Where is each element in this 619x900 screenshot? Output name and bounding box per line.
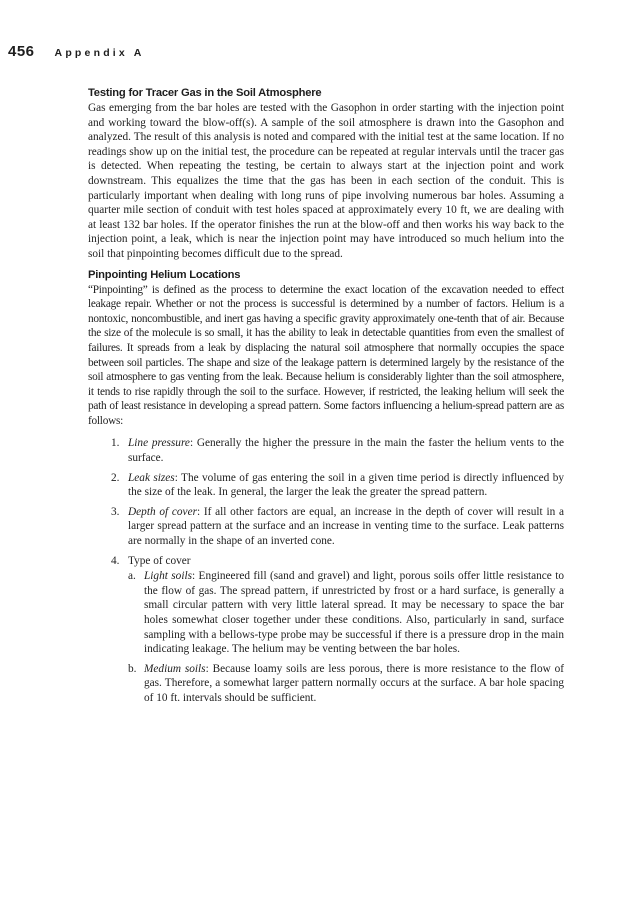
- list-term: Depth of cover: [128, 505, 197, 518]
- list-number: 2.: [111, 471, 120, 484]
- list-item: [88, 505, 564, 549]
- list-label: Type of cover: [128, 554, 191, 567]
- list-text: : Generally the higher the pressure in the main the faster the helium vents to the surface.: [128, 437, 564, 465]
- list-number: 4.: [111, 554, 120, 567]
- sub-list: [128, 569, 564, 705]
- list-number: 1.: [111, 437, 120, 450]
- sub-list-letter: a.: [128, 570, 136, 583]
- page-number: 456: [8, 43, 35, 60]
- list-text: : The volume of gas entering the soil in a given time period is directly influenced by the size of the leak. In general, the larger the leak the greater the spread pattern.: [128, 471, 564, 499]
- sub-list-letter: b.: [128, 662, 137, 675]
- sub-list-text: : Because loamy soils are less porous, there is more resistance to the flow of gas. Therefore, a somewhat larger pattern normally occurs at the surface. A bar hole spacing of 10 ft. intervals should be sufficient.: [144, 662, 565, 704]
- list-text: : If all other factors are equal, an increase in the depth of cover will result in a larger spread pattern at the surface and an increase in venting time to the surface. Leak patterns are normally in the shape of an inverted cone.: [128, 505, 564, 548]
- sub-list-text: : Engineered fill (sand and gravel) and light, porous soils offer little resistance to the flow of gas. The spread pattern, if unrestricted by frost or a hard surface, is generally a small circular pattern with very little lateral spread. It may be necessary to space the bar holes somewhat closer together under these conditions. Also, particularly in sand, surface sampling with a bellows-type probe may be successful if there is a pressure drop in the main indicating leakage. The helium may be venting between the bar holes.: [144, 570, 564, 656]
- factor-list: [88, 436, 564, 705]
- list-item: [88, 471, 564, 500]
- sub-list-term: Light soils: [144, 570, 192, 583]
- list-term: Leak sizes: [128, 471, 175, 484]
- page-content: [88, 86, 564, 711]
- sub-list-term: Medium soils: [144, 662, 206, 675]
- paragraph-tracer-gas: Gas emerging from the bar holes are tested with the Gasophon in order starting with the injection point and working toward the blow-off(s). A sample of the soil atmosphere is drawn into the Gasophon and analyzed. The result of this analysis is noted and compared with the initial test at the same location. If no readings show up on the initial test, the procedure can be repeated at regular intervals until the tracer gas is detected. When repeating the testing, be certain to always start at the injection point and work downstream. This equalizes the time that the gas has been in each section of the conduit. This is particularly important when dealing with long runs of pipe involving numerous bar holes. Assuming a quarter mile section of conduit with test holes spaced at approximately every 10 ft, we are dealing with at least 132 bar holes. If the operator finishes the run at the blow-off and then works his way back to the injection point, a leak, which is near the injection point may have introduced so much helium into the soil that pinpointing becomes difficult due to the spread.: [88, 102, 564, 260]
- running-head: [8, 43, 144, 60]
- list-number: 3.: [111, 505, 120, 518]
- list-item: [88, 436, 564, 465]
- section-heading-pinpointing: Pinpointing Helium Locations: [88, 268, 241, 281]
- running-title: Appendix A: [54, 47, 145, 59]
- list-term: Line pressure: [128, 437, 190, 450]
- sub-list-item: [128, 569, 564, 657]
- list-item: [88, 554, 564, 706]
- sub-list-item: [128, 662, 564, 706]
- section-heading-tracer-gas: Testing for Tracer Gas in the Soil Atmosphere: [88, 87, 322, 99]
- paragraph-pinpointing: “Pinpointing” is defined as the process to determine the exact location of the excavation needed to effect leakage repair. Whether or not the process is successful is determined by a number of factors. Helium is a nontoxic, noncombustible, and inert gas having a specific gravity approximately one-tenth that of air. Because the size of the molecule is so small, it has the ability to leak in detectable quantities from even the smallest of failures. It spreads from a leak by displacing the natural soil atmosphere that normally occupies the space between soil particles. The shape and size of the leakage pattern is determined largely by the resistance of the soil atmosphere to gas venting from the leak. Because helium is considerably lighter than the soil atmosphere, it tends to rise rapidly through the soil to the surface. However, if restricted, the leaking helium will seek the path of least resistance in developing a spread pattern. Some factors influencing a helium-spread pattern are as follows:: [88, 283, 564, 427]
